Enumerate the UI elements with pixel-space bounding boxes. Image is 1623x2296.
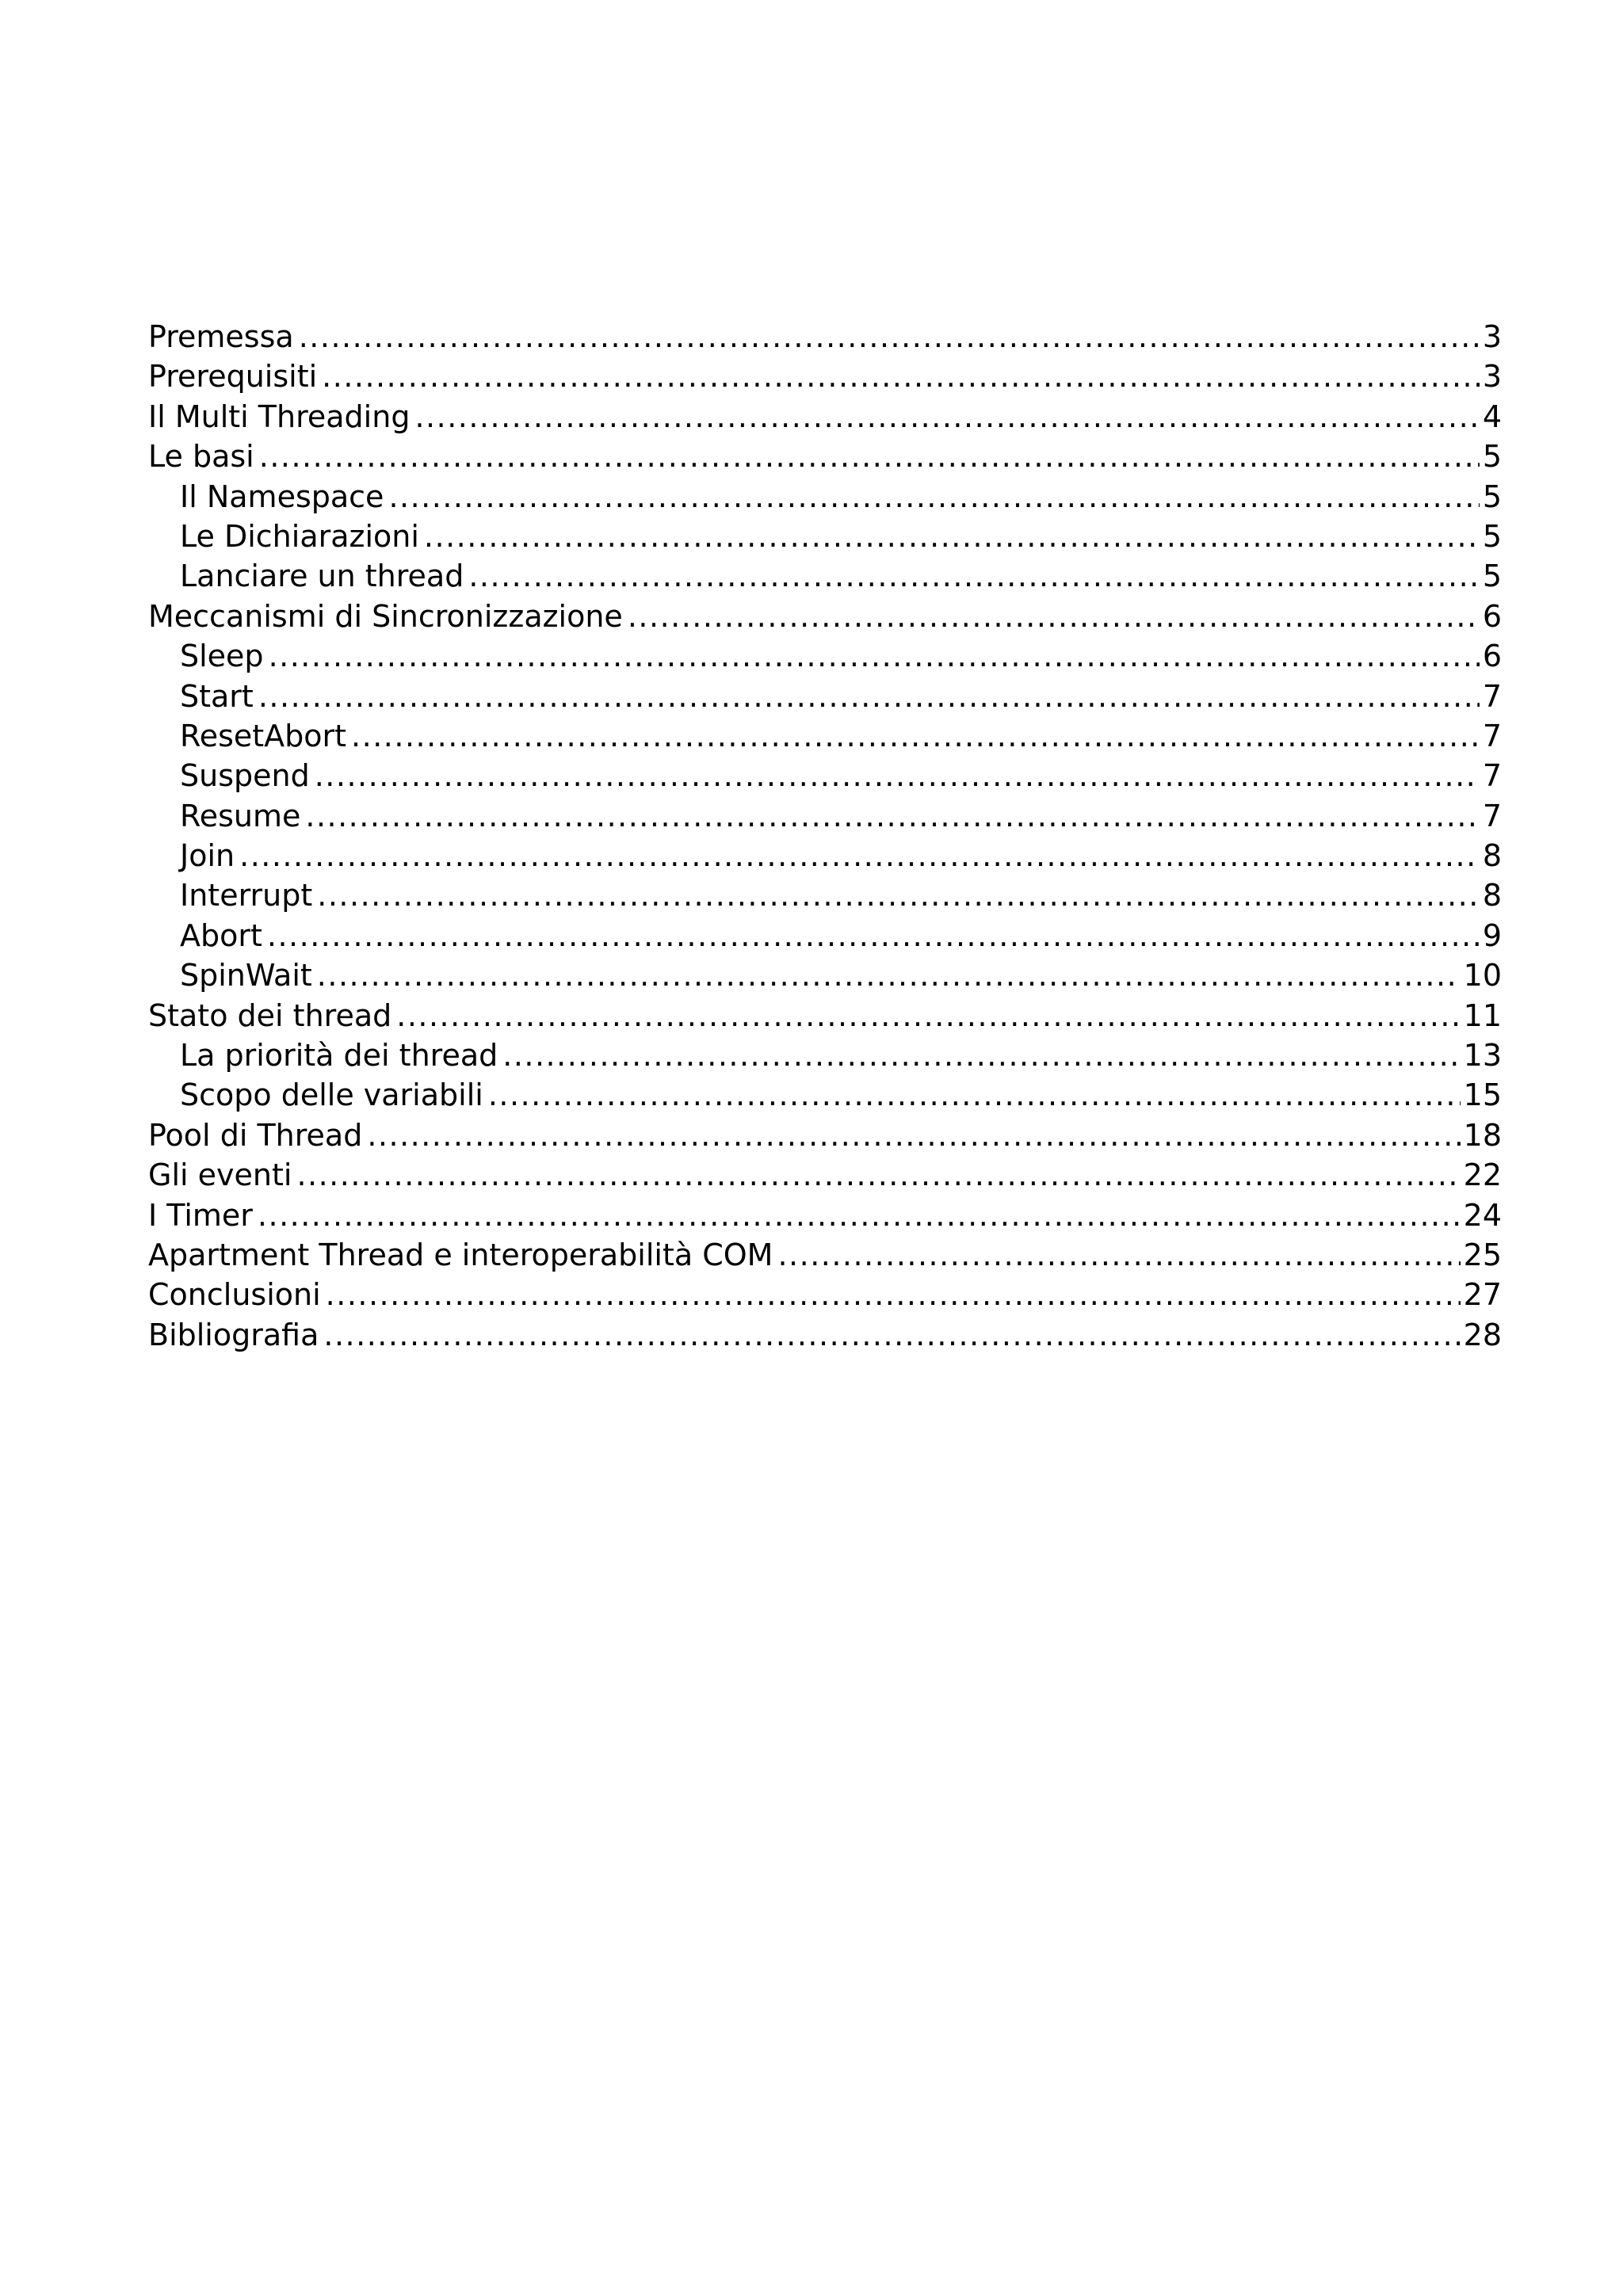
toc-subentry[interactable] (148, 836, 1502, 875)
toc-entry-title: Il Namespace (180, 479, 384, 514)
toc-subentry[interactable] (148, 556, 1502, 596)
toc-entry[interactable] (148, 1196, 1502, 1235)
toc-page-number: 5 (1482, 439, 1502, 475)
toc-dot-leader (322, 357, 1480, 396)
toc-entry[interactable] (148, 1235, 1502, 1275)
toc-entry-title: Resume (180, 798, 301, 833)
toc-dot-leader (267, 916, 1480, 955)
toc-page-number: 8 (1482, 878, 1502, 913)
toc-page-number: 11 (1463, 997, 1502, 1033)
toc-entry-title: SpinWait (180, 958, 312, 994)
toc-page-number: 5 (1482, 518, 1502, 554)
toc-entry-title: Bibliografia (148, 1317, 319, 1352)
toc-entry-title: Suspend (180, 758, 310, 794)
toc-entry-title: Apartment Thread e interoperabilità COM (148, 1237, 773, 1272)
toc-page-number: 27 (1463, 1277, 1502, 1313)
toc-dot-leader (315, 756, 1480, 795)
toc-dot-leader (258, 677, 1480, 716)
toc-dot-leader (323, 1315, 1460, 1355)
toc-page-number: 7 (1482, 718, 1502, 753)
toc-dot-leader (388, 477, 1479, 517)
toc-dot-leader (259, 437, 1480, 476)
toc-entry-title: Prerequisiti (148, 359, 318, 395)
toc-entry-title: ResetAbort (180, 718, 347, 753)
toc-page-number: 18 (1463, 1117, 1502, 1153)
toc-dot-leader (424, 517, 1480, 556)
toc-page-number: 13 (1463, 1038, 1502, 1074)
toc-page-number: 28 (1463, 1317, 1502, 1352)
toc-page-number: 3 (1482, 359, 1502, 395)
toc-entry[interactable] (148, 1155, 1502, 1195)
toc-subentry[interactable] (148, 636, 1502, 676)
toc-subentry[interactable] (148, 955, 1502, 995)
toc-dot-leader (317, 875, 1480, 915)
toc-subentry[interactable] (148, 796, 1502, 836)
toc-entry-title: Abort (180, 917, 262, 953)
toc-entry[interactable] (148, 1116, 1502, 1155)
toc-dot-leader (396, 996, 1460, 1035)
toc-page-number: 9 (1482, 917, 1502, 953)
toc-entry-title: La priorità dei thread (180, 1038, 498, 1074)
toc-dot-leader (488, 1075, 1461, 1115)
toc-entry-title: Gli eventi (148, 1158, 292, 1193)
toc-page-number: 6 (1482, 598, 1502, 634)
toc-dot-leader (258, 1196, 1461, 1235)
toc-entry[interactable] (148, 1275, 1502, 1314)
toc-page-number: 8 (1482, 838, 1502, 874)
toc-page-number: 7 (1482, 758, 1502, 794)
toc-page-number: 6 (1482, 639, 1502, 674)
toc-entry[interactable] (148, 597, 1502, 636)
toc-entry[interactable] (148, 1315, 1502, 1355)
toc-page-number: 7 (1482, 798, 1502, 833)
toc-entry[interactable] (148, 397, 1502, 437)
toc-page-number: 4 (1482, 399, 1502, 434)
toc-entry[interactable] (148, 437, 1502, 476)
toc-subentry[interactable] (148, 716, 1502, 756)
toc-page-number: 22 (1463, 1158, 1502, 1193)
toc-entry-title: Join (180, 838, 235, 874)
toc-dot-leader (305, 796, 1479, 836)
toc-entry-title: Meccanismi di Sincronizzazione (148, 598, 623, 634)
toc-dot-leader (299, 317, 1480, 357)
toc-dot-leader (628, 597, 1480, 636)
toc-page-number: 5 (1482, 559, 1502, 594)
toc-subentry[interactable] (148, 916, 1502, 955)
toc-dot-leader (317, 955, 1461, 995)
toc-entry-title: Le Dichiarazioni (180, 518, 419, 554)
toc-dot-leader (269, 636, 1480, 676)
toc-entry-title: Start (180, 678, 254, 714)
toc-dot-leader (296, 1155, 1460, 1195)
toc-page-number: 15 (1463, 1077, 1502, 1113)
toc-subentry[interactable] (148, 875, 1502, 915)
toc-entry-title: Lanciare un thread (180, 559, 464, 594)
toc-page-number: 10 (1463, 958, 1502, 994)
toc-entry-title: Scopo delle variabili (180, 1077, 483, 1113)
toc-dot-leader (239, 836, 1480, 875)
toc-page-number: 24 (1463, 1197, 1502, 1233)
table-of-contents (148, 317, 1502, 1355)
toc-entry[interactable] (148, 996, 1502, 1035)
toc-entry[interactable] (148, 357, 1502, 396)
toc-dot-leader (326, 1275, 1461, 1314)
toc-entry-title: Premessa (148, 319, 294, 354)
toc-dot-leader (777, 1235, 1460, 1275)
toc-entry-title: Le basi (148, 439, 254, 475)
toc-subentry[interactable] (148, 477, 1502, 517)
toc-entry-title: Interrupt (180, 878, 313, 913)
toc-subentry[interactable] (148, 756, 1502, 795)
toc-page-number: 5 (1482, 479, 1502, 514)
toc-entry-title: Stato dei thread (148, 997, 392, 1033)
toc-subentry[interactable] (148, 1075, 1502, 1115)
toc-subentry[interactable] (148, 517, 1502, 556)
toc-dot-leader (468, 556, 1479, 596)
toc-dot-leader (367, 1116, 1460, 1155)
toc-dot-leader (502, 1035, 1460, 1075)
toc-dot-leader (351, 716, 1480, 756)
toc-entry[interactable] (148, 317, 1502, 357)
toc-subentry[interactable] (148, 677, 1502, 716)
toc-dot-leader (414, 397, 1479, 437)
toc-page-number: 7 (1482, 678, 1502, 714)
toc-entry-title: Conclusioni (148, 1277, 321, 1313)
toc-subentry[interactable] (148, 1035, 1502, 1075)
toc-entry-title: Il Multi Threading (148, 399, 411, 434)
toc-page-number: 3 (1482, 319, 1502, 354)
toc-page-number: 25 (1463, 1237, 1502, 1272)
toc-entry-title: Sleep (180, 639, 264, 674)
toc-entry-title: I Timer (148, 1197, 253, 1233)
toc-entry-title: Pool di Thread (148, 1117, 363, 1153)
